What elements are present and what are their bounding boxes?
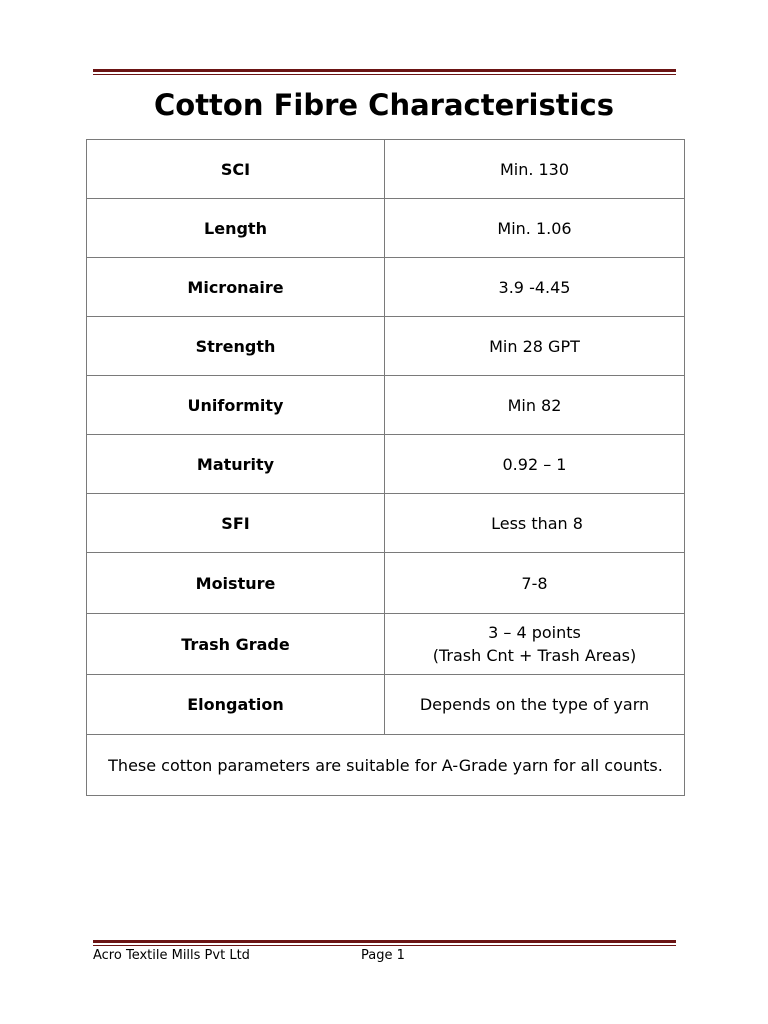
parameter-cell: Length	[87, 199, 385, 258]
parameter-cell: Uniformity	[87, 376, 385, 435]
table-row	[87, 376, 685, 435]
value-cell	[385, 614, 685, 675]
parameter-cell: SFI	[87, 494, 385, 553]
value-line: (Trash Cnt + Trash Areas)	[432, 646, 637, 665]
value-cell: Min. 130	[385, 140, 685, 199]
value-cell: Min 82	[385, 376, 685, 435]
value-cell: Less than 8	[385, 494, 685, 553]
value-cell: Depends on the type of yarn	[385, 675, 685, 735]
table-row	[87, 494, 685, 553]
footer-company: Acro Textile Mills Pvt Ltd	[93, 948, 250, 963]
value-cell: 7-8	[385, 553, 685, 614]
value-cell: 0.92 – 1	[385, 435, 685, 494]
table-row	[87, 675, 685, 735]
parameter-cell: Micronaire	[87, 258, 385, 317]
parameter-cell: Elongation	[87, 675, 385, 735]
parameter-cell: Strength	[87, 317, 385, 376]
header-rule	[93, 69, 676, 72]
page-title: Cotton Fibre Characteristics	[153, 88, 615, 122]
footer-page-number: Page 1	[361, 948, 405, 963]
table-row	[87, 553, 685, 614]
value-line: 3 – 4 points	[488, 623, 581, 642]
footer-rule	[93, 940, 676, 943]
table-row	[87, 140, 685, 199]
parameter-cell: SCI	[87, 140, 385, 199]
table-row	[87, 317, 685, 376]
table-row	[87, 614, 685, 675]
fibre-spec-table	[86, 139, 685, 796]
table-row	[87, 435, 685, 494]
value-cell: Min 28 GPT	[385, 317, 685, 376]
parameter-cell: Moisture	[87, 553, 385, 614]
parameter-cell: Maturity	[87, 435, 385, 494]
parameter-cell: Trash Grade	[87, 614, 385, 675]
table-note: These cotton parameters are suitable for A-Grade yarn for all counts.	[87, 735, 685, 796]
table-row	[87, 199, 685, 258]
value-cell: Min. 1.06	[385, 199, 685, 258]
value-cell: 3.9 -4.45	[385, 258, 685, 317]
table-row	[87, 258, 685, 317]
table-row	[87, 735, 685, 796]
